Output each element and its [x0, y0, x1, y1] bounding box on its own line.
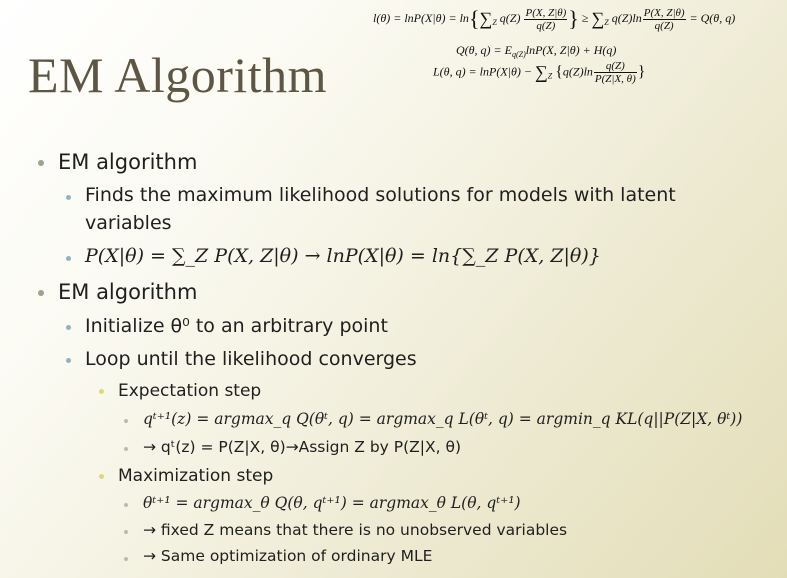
brace-open-icon: { — [555, 63, 563, 81]
slide-title: EM Algorithm — [28, 47, 328, 103]
sum-symbol-icon: ∑ — [479, 8, 493, 29]
formula-1-sum-sub: Z — [492, 17, 497, 27]
bullet-text: Initialize θ⁰ to an arbitrary point — [85, 315, 388, 337]
bullet-text: → Same optimization of ordinary MLE — [143, 547, 433, 565]
formula-3-frac-den: P(Z|X, θ) — [594, 73, 636, 85]
brace-open-icon: { — [468, 6, 480, 31]
formula-1-frac2-num: P(X, Z|θ) — [643, 6, 685, 19]
sum-symbol-icon: ∑ — [534, 62, 548, 82]
bullet-text: EM algorithm — [58, 150, 198, 174]
bullet-text: Finds the maximum likelihood solutions for models with latent — [85, 184, 676, 206]
sum-symbol-icon: ∑ — [591, 8, 605, 29]
formula-3-left: L(θ, q) = lnP(X|θ) − — [433, 64, 532, 79]
formula-1-ge: ≥ — [581, 10, 589, 25]
bullet-text: Loop until the likelihood converges — [85, 348, 417, 370]
bullet-math: P(X|θ) = ∑_Z P(X, Z|θ) → lnP(X|θ) = ln{∑_Z P(X, Z|θ)} — [85, 245, 601, 267]
bullet-math: qᵗ⁺¹(z) = argmax_q Q(θᵗ, q) = argmax_q L(θᵗ, q) = argmin_q KL(q||P(Z|X, θᵗ)) — [143, 410, 743, 428]
bullet-l1-icon — [38, 290, 44, 296]
formula-1-left: l(θ) = lnP(X|θ) = ln — [373, 10, 469, 25]
formula-1-frac-num: P(X, Z|θ) — [525, 6, 567, 19]
formula-1-frac2-den: q(Z) — [654, 19, 674, 32]
formula-1-sum-sub-2: Z — [604, 17, 609, 27]
bullet-l3-icon — [99, 389, 104, 394]
bullet-text: EM algorithm — [58, 280, 198, 304]
formula-3-sum-sub: Z — [547, 71, 553, 81]
bullet-l4-icon — [124, 530, 128, 534]
formula-2-rest: lnP(X, Z|θ) + H(q) — [525, 43, 617, 57]
formula-2-sub: q(Z) — [511, 50, 526, 59]
bullet-l4-icon — [124, 419, 128, 423]
bullet-text: → qᵗ(z) = P(Z|X, θ)→Assign Z by P(Z|X, θ) — [143, 438, 461, 456]
bullet-l1-icon — [38, 160, 44, 166]
bullet-text: Expectation step — [118, 381, 262, 401]
formula-1-frac-den: q(Z) — [536, 19, 556, 32]
bullet-text-continuation: variables — [85, 212, 172, 234]
formula-1-right: = Q(θ, q) — [689, 10, 736, 25]
formula-1-term-2: q(Z)ln — [611, 10, 642, 25]
bullet-text: Maximization step — [118, 466, 274, 486]
bullet-l2-icon — [66, 195, 71, 200]
bullet-l3-icon — [99, 474, 104, 479]
bullet-l4-icon — [124, 447, 128, 451]
formula-2-left: Q(θ, q) = E — [456, 43, 512, 57]
bullet-math: θᵗ⁺¹ = argmax_θ Q(θ, qᵗ⁺¹) = argmax_θ L(θ, qᵗ⁺¹) — [143, 494, 521, 512]
brace-close-icon: } — [637, 63, 646, 81]
formula-1-term: q(Z) — [499, 10, 521, 25]
brace-close-icon: } — [568, 6, 579, 31]
formula-3-frac-num: q(Z) — [594, 60, 637, 73]
bullet-l2-icon — [66, 325, 71, 330]
bullet-l2-icon — [66, 358, 71, 363]
formula-3-term: q(Z)ln — [562, 64, 593, 79]
bullet-text: → fixed Z means that there is no unobserved variables — [143, 521, 568, 539]
bullet-l2-icon — [66, 256, 71, 261]
bullet-l4-icon — [124, 557, 128, 561]
bullet-l4-icon — [124, 503, 128, 507]
